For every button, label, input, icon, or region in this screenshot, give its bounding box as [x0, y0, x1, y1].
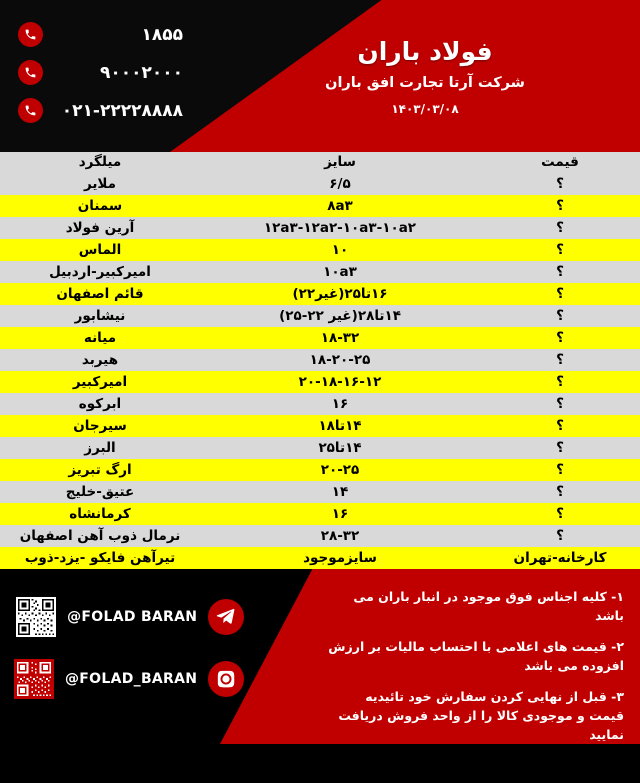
cell-price: ؟ — [480, 261, 640, 283]
cell-size: ۲۰-۱۸-۱۶-۱۲ — [200, 371, 480, 393]
cell-grade: تیرآهن فایکو -یزد-ذوب — [0, 547, 200, 569]
cell-price: ؟ — [480, 173, 640, 195]
qr-code-telegram[interactable] — [16, 597, 56, 637]
cell-grade: سیرجان — [0, 415, 200, 437]
cell-price: ؟ — [480, 481, 640, 503]
cell-grade: ابرکوه — [0, 393, 200, 415]
qr-code-instagram[interactable] — [14, 659, 54, 699]
cell-grade: نیشابور — [0, 305, 200, 327]
table-row — [0, 173, 640, 195]
table-row — [0, 547, 640, 569]
cell-price: ؟ — [480, 371, 640, 393]
cell-price: ؟ — [480, 283, 640, 305]
telegram-handle: @FOLAD BARAN — [67, 609, 198, 625]
table-row — [0, 283, 640, 305]
page-title: فولاد باران — [357, 36, 493, 66]
cell-price: کارخانه-تهران — [480, 547, 640, 569]
notes-list — [328, 587, 628, 744]
cell-grade: آرین فولاد — [0, 217, 200, 239]
cell-size: ۱۴ — [200, 481, 480, 503]
cell-grade: الماس — [0, 239, 200, 261]
cell-grade: میانه — [0, 327, 200, 349]
table-header-row — [0, 152, 640, 173]
header-title-block — [220, 0, 640, 152]
cell-size: ۱۴تا۱۸ — [200, 415, 480, 437]
table-row — [0, 217, 640, 239]
cell-size: ۱۴تا۲۵ — [200, 437, 480, 459]
cell-grade: ارگ تبریز — [0, 459, 200, 481]
column-header-grade: میلگرد — [0, 152, 200, 173]
column-header-price: قیمت — [480, 152, 640, 173]
cell-grade: سمنان — [0, 195, 200, 217]
table-row — [0, 371, 640, 393]
cell-size: ۱۸-۳۲ — [200, 327, 480, 349]
column-header-size: سایز — [200, 152, 480, 173]
table-row — [0, 503, 640, 525]
note-item: ۲- قیمت های اعلامی با احتساب مالیات بر ارزش افزوده می باشد — [328, 638, 624, 674]
cell-size: ۲۰-۲۵ — [200, 459, 480, 481]
cell-price: ؟ — [480, 305, 640, 327]
social-row-instagram[interactable] — [14, 659, 244, 699]
table-row — [0, 239, 640, 261]
telegram-icon[interactable] — [208, 599, 244, 635]
table-row — [0, 305, 640, 327]
cell-size: ۱۲a۳-۱۲a۲-۱۰a۳-۱۰a۲ — [200, 217, 480, 239]
cell-grade: نرمال ذوب آهن اصفهان — [0, 525, 200, 547]
cell-grade: کرمانشاه — [0, 503, 200, 525]
cell-grade: عتیق-خلیج — [0, 481, 200, 503]
cell-price: ؟ — [480, 525, 640, 547]
phone-row[interactable] — [18, 98, 183, 123]
phone-number: ۹۰۰۰۲۰۰۰ — [99, 62, 183, 83]
cell-size: ۱۶ — [200, 503, 480, 525]
cell-grade: قائم اصفهان — [0, 283, 200, 305]
cell-grade: امیرکبیر-اردبیل — [0, 261, 200, 283]
cell-size: ۱۶تا۲۵(غیر۲۲) — [200, 283, 480, 305]
price-list-date: ۱۴۰۳/۰۳/۰۸ — [391, 101, 459, 116]
cell-price: ؟ — [480, 415, 640, 437]
table-row — [0, 349, 640, 371]
cell-price: ؟ — [480, 349, 640, 371]
company-subtitle: شرکت آرتا تجارت افق باران — [325, 74, 525, 91]
cell-grade: امیرکبیر — [0, 371, 200, 393]
phone-icon — [18, 60, 43, 85]
phone-row[interactable] — [18, 60, 183, 85]
phone-icon — [18, 98, 43, 123]
cell-grade: هیربد — [0, 349, 200, 371]
table-row — [0, 525, 640, 547]
cell-size: ۱۴تا۲۸(غیر ۲۲-۲۵) — [200, 305, 480, 327]
cell-price: ؟ — [480, 459, 640, 481]
cell-price: ؟ — [480, 217, 640, 239]
phone-number: ۱۸۵۵ — [141, 24, 183, 45]
cell-price: ؟ — [480, 503, 640, 525]
instagram-handle: @FOLAD_BARAN — [65, 671, 198, 687]
table-row — [0, 415, 640, 437]
cell-size: سایزموجود — [200, 547, 480, 569]
cell-size: ۱۰a۳ — [200, 261, 480, 283]
table-row — [0, 327, 640, 349]
phone-number: ۰۲۱-۲۲۲۲۸۸۸۸ — [61, 100, 183, 121]
phone-list — [18, 22, 183, 123]
cell-grade: البرز — [0, 437, 200, 459]
cell-price: ؟ — [480, 437, 640, 459]
table-row — [0, 459, 640, 481]
table-row — [0, 195, 640, 217]
note-item: ۳- قبل از نهایی کردن سفارش خود تائیدیه قیمت و موجودی کالا را از واحد فروش دریافت نمایید — [338, 688, 624, 743]
cell-size: ۱۶ — [200, 393, 480, 415]
note-item: ۱- کلیه اجناس فوق موجود در انبار باران می باشد — [353, 589, 624, 624]
cell-price: ؟ — [480, 393, 640, 415]
cell-size: ۶/۵ — [200, 173, 480, 195]
cell-size: ۱۸-۲۰-۲۵ — [200, 349, 480, 371]
table-body — [0, 173, 640, 569]
table-row — [0, 437, 640, 459]
table-row — [0, 261, 640, 283]
cell-grade: ملایر — [0, 173, 200, 195]
phone-icon — [18, 22, 43, 47]
phone-row[interactable] — [18, 22, 183, 47]
cell-size: ۱۰ — [200, 239, 480, 261]
footer — [0, 569, 640, 744]
header — [0, 0, 640, 152]
social-row-telegram[interactable] — [14, 597, 244, 637]
social-links — [14, 597, 244, 699]
cell-price: ؟ — [480, 195, 640, 217]
cell-size: ۸a۳ — [200, 195, 480, 217]
table-row — [0, 393, 640, 415]
cell-price: ؟ — [480, 239, 640, 261]
instagram-icon[interactable] — [208, 661, 244, 697]
table-row — [0, 481, 640, 503]
price-table — [0, 152, 640, 569]
cell-price: ؟ — [480, 327, 640, 349]
cell-size: ۲۸-۳۲ — [200, 525, 480, 547]
